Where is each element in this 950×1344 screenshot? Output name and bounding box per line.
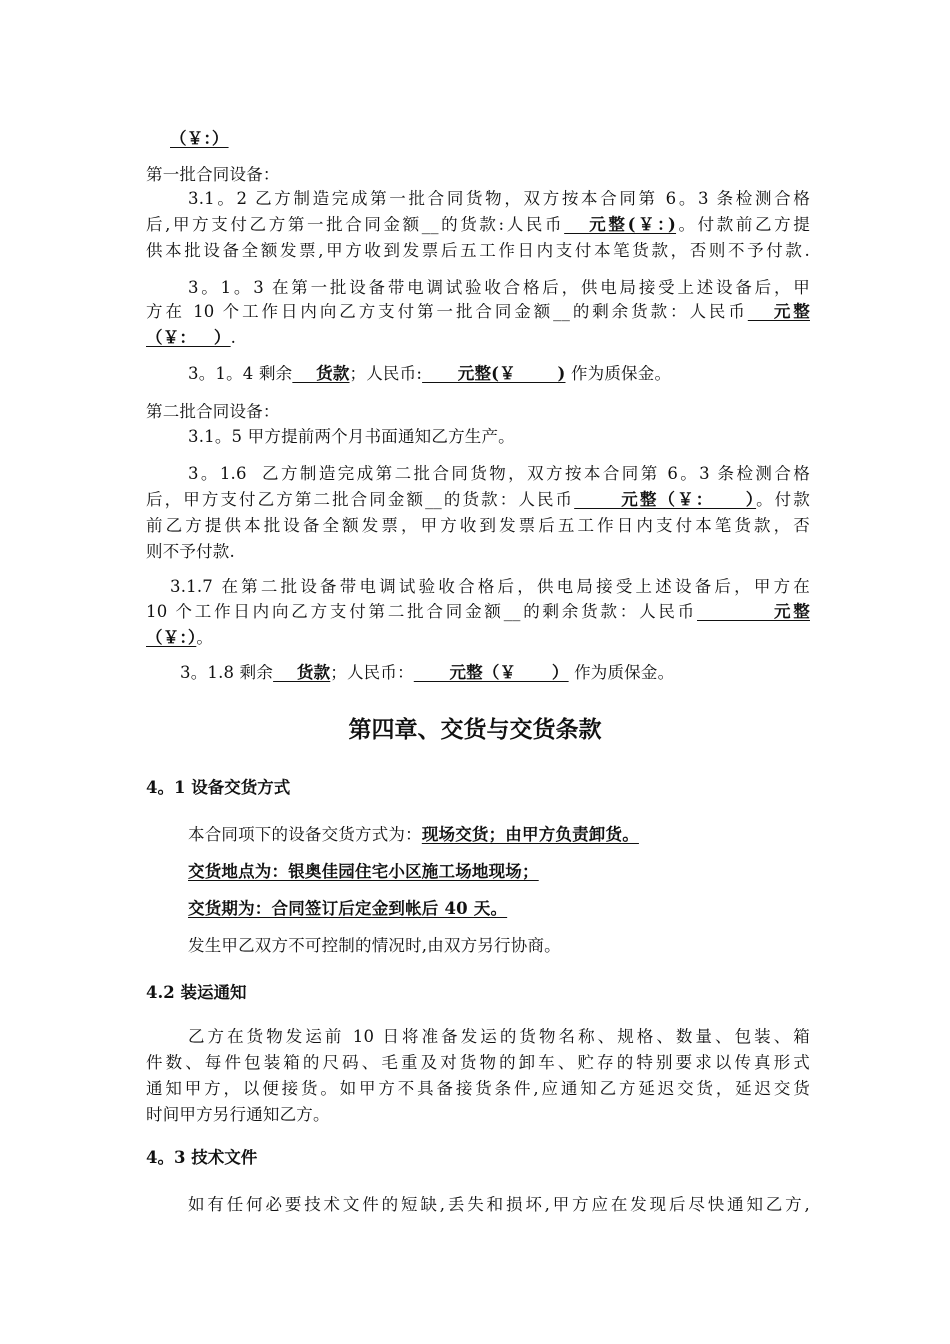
clause-text: 的剩余货款：人民币 xyxy=(520,602,697,621)
payment-clause-line xyxy=(146,540,235,564)
payment-clause-line xyxy=(188,362,671,386)
s41-p1-prefix: 本合同项下的设备交货方式为： xyxy=(188,825,422,844)
clause-text: 3。1。3 在第一批设备带电调试验收合格后，供电局接受上述设备后，甲 xyxy=(188,278,810,297)
chapter-title: 第四章、交货与交货条款 xyxy=(348,717,602,743)
payment-clause-line xyxy=(170,127,229,151)
clause-text: 3.1.7 在第二批设备带电调试验收合格后，供电局接受上述设备后，甲方在 xyxy=(170,577,810,596)
s41-paragraph-1 xyxy=(188,823,639,847)
payment-clause-line xyxy=(146,488,810,512)
payment-clause-line xyxy=(146,326,236,350)
clause-text: 10 个工作日内向乙方支付第二批合同金额 xyxy=(146,602,504,621)
clause-text: __ xyxy=(425,490,443,509)
clause-text: 第二批合同设备： xyxy=(146,402,280,421)
s41-paragraph-4: 发生甲乙双方不可控制的情况时,由双方另行协商。 xyxy=(188,936,561,955)
clause-text: 作为质保金。 xyxy=(565,364,672,383)
clause-text: 前乙方提供本批设备全额发票，甲方收到发票后五工作日内支付本笔货款，否 xyxy=(146,516,810,535)
payment-clause-line xyxy=(188,425,515,449)
clause-text: 的货款：人民币 xyxy=(442,490,575,509)
underlined-blank-field: 元整(￥：) xyxy=(564,215,677,234)
underlined-blank-field: 元整 xyxy=(697,602,810,621)
clause-text: 3.1。2 乙方制造完成第一批合同货物，双方按本合同第 6。3 条检测合格 xyxy=(188,189,810,208)
clause-text: 第一批合同设备： xyxy=(146,165,280,184)
payment-clause-line xyxy=(188,276,810,300)
payment-clause-line xyxy=(146,514,810,538)
clause-text: 3.1。5 甲方提前两个月书面通知乙方生产。 xyxy=(188,427,515,446)
clause-text: 3。1.6 乙方制造完成第二批合同货物，双方按本合同第 6。3 条检测合格 xyxy=(188,464,810,483)
s41-p1-value: 现场交货；由甲方负责卸货。 xyxy=(421,825,639,844)
clause-text: 作为质保金。 xyxy=(568,663,675,682)
underlined-blank-field: （￥：） xyxy=(146,628,197,647)
payment-clause-line xyxy=(146,626,213,650)
section-4-1-heading: 4。1 设备交货方式 xyxy=(146,778,291,797)
clause-text: ；人民币: xyxy=(349,364,423,383)
clause-text: __ xyxy=(503,602,521,621)
clause-text: 后，甲方支付乙方第二批合同金额 xyxy=(146,490,426,509)
payment-clause-line xyxy=(146,163,280,187)
payment-clause-line xyxy=(188,187,810,211)
clause-text: ；人民币： xyxy=(330,663,414,682)
payment-clause-line xyxy=(188,462,810,486)
payment-clause-line xyxy=(180,661,674,685)
s41-delivery-place: 交货地点为：银奥佳园住宅小区施工场地现场； xyxy=(188,862,539,881)
clause-text: __ xyxy=(421,215,439,234)
s42-line-1: 乙方在货物发运前 10 日将准备发运的货物名称、规格、数量、包装、箱 xyxy=(188,1027,810,1046)
payment-clause-line xyxy=(146,300,810,324)
clause-text: . xyxy=(230,328,237,347)
underlined-blank-field: 货款 xyxy=(273,663,331,682)
underlined-blank-field: 货款 xyxy=(292,364,350,383)
clause-text: 后,甲方支付乙方第一批合同金额 xyxy=(146,215,422,234)
underlined-blank-field: 元整 xyxy=(747,302,810,321)
underlined-blank-field: （￥：） xyxy=(170,129,229,148)
clause-text: 则不予付款. xyxy=(146,542,235,561)
payment-clause-line xyxy=(146,400,280,424)
clause-text: 。付款前乙方提 xyxy=(676,215,810,234)
underlined-blank-field: 元整(￥ ) xyxy=(422,364,566,383)
clause-text: 。 xyxy=(196,628,214,647)
underlined-blank-field: （￥： ） xyxy=(146,328,231,347)
s42-line-3: 通知甲方，以便接货。如甲方不具备接货条件,应通知乙方延迟交货，延迟交货 xyxy=(146,1079,810,1098)
clause-text: 方在 10 个工作日内向乙方支付第一批合同金额 xyxy=(146,302,554,321)
s41-delivery-period: 交货期为：合同签订后定金到帐后 40 天。 xyxy=(188,899,508,918)
payment-clause-line xyxy=(146,600,810,624)
clause-text: __ xyxy=(553,302,571,321)
underlined-blank-field: 元整（￥ ） xyxy=(413,663,569,682)
clause-text: 供本批设备全额发票,甲方收到发票后五工作日内支付本笔货款，否则不予付款. xyxy=(146,241,810,260)
underlined-blank-field: 元整（￥： ） xyxy=(574,490,757,509)
payment-clause-line xyxy=(146,239,810,263)
clause-text: 3。1.8 剩余 xyxy=(180,663,274,682)
s42-line-2: 件数、每件包装箱的尺码、毛重及对货物的卸车、贮存的特别要求以传真形式 xyxy=(146,1053,810,1072)
s42-line-4: 时间甲方另行通知乙方。 xyxy=(146,1105,330,1124)
clause-text: 的货款:人民币 xyxy=(438,215,565,234)
s43-line-1: 如有任何必要技术文件的短缺,丢失和损坏,甲方应在发现后尽快通知乙方, xyxy=(188,1195,810,1214)
clause-text: 。付款 xyxy=(756,490,810,509)
clause-text: 的剩余货款：人民币 xyxy=(570,302,748,321)
payment-clause-line xyxy=(146,213,810,237)
payment-clause-line xyxy=(170,575,810,599)
section-4-3-heading: 4。3 技术文件 xyxy=(146,1148,258,1167)
section-4-2-heading: 4.2 装运通知 xyxy=(146,983,247,1002)
clause-text: 3。1。4 剩余 xyxy=(188,364,293,383)
